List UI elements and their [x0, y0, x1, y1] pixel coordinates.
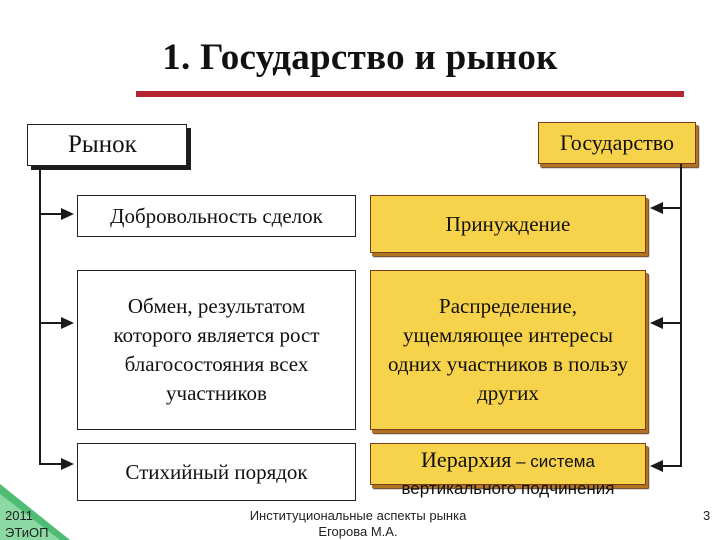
market-connector-row3: [39, 463, 63, 465]
title-underline-bar: [136, 91, 684, 97]
arrow-left-icon: [650, 202, 663, 214]
market-connector-vertical: [39, 166, 41, 464]
hierarchy-definition-start: – система: [511, 452, 595, 471]
slide-title: 1. Государство и рынок: [162, 37, 558, 78]
market-connector-row1: [39, 213, 63, 215]
footer-course-title: Институциональные аспекты рынка: [249, 508, 467, 523]
market-cell-exchange-text: Обмен, результатом которого является рост благосостояния всех участников: [113, 294, 320, 405]
market-cell-exchange: [77, 270, 356, 430]
hierarchy-term: Иерархия: [421, 447, 512, 472]
footer-year: 2011: [5, 508, 33, 523]
market-connector-row2: [39, 322, 63, 324]
market-header: Рынок: [27, 124, 187, 166]
arrow-right-icon: [61, 458, 74, 470]
state-connector-row3: [660, 465, 682, 467]
footer-author: Егорова М.А.: [318, 524, 398, 539]
hierarchy-definition-end: вертикального подчинения: [401, 479, 615, 498]
market-cell-voluntary-deals: Добровольность сделок: [77, 195, 356, 237]
footer-org: ЭТиОП: [5, 525, 49, 540]
state-connector-row1: [660, 207, 682, 209]
state-cell-distribution: [370, 270, 646, 430]
state-cell-distribution-text: Распределение, ущемляющее интересы одних участников в пользу других: [387, 294, 628, 405]
arrow-left-icon: [650, 317, 663, 329]
market-cell-spontaneous-order: Стихийный порядок: [77, 443, 356, 501]
state-connector-row2: [660, 322, 682, 324]
state-header: Государство: [538, 122, 696, 164]
arrow-right-icon: [61, 208, 74, 220]
state-cell-coercion: Принуждение: [370, 195, 646, 253]
arrow-left-icon: [650, 460, 663, 472]
arrow-right-icon: [61, 317, 74, 329]
state-connector-vertical: [680, 164, 682, 466]
footer-page-number: 3: [703, 508, 711, 523]
state-cell-hierarchy: [370, 443, 646, 498]
